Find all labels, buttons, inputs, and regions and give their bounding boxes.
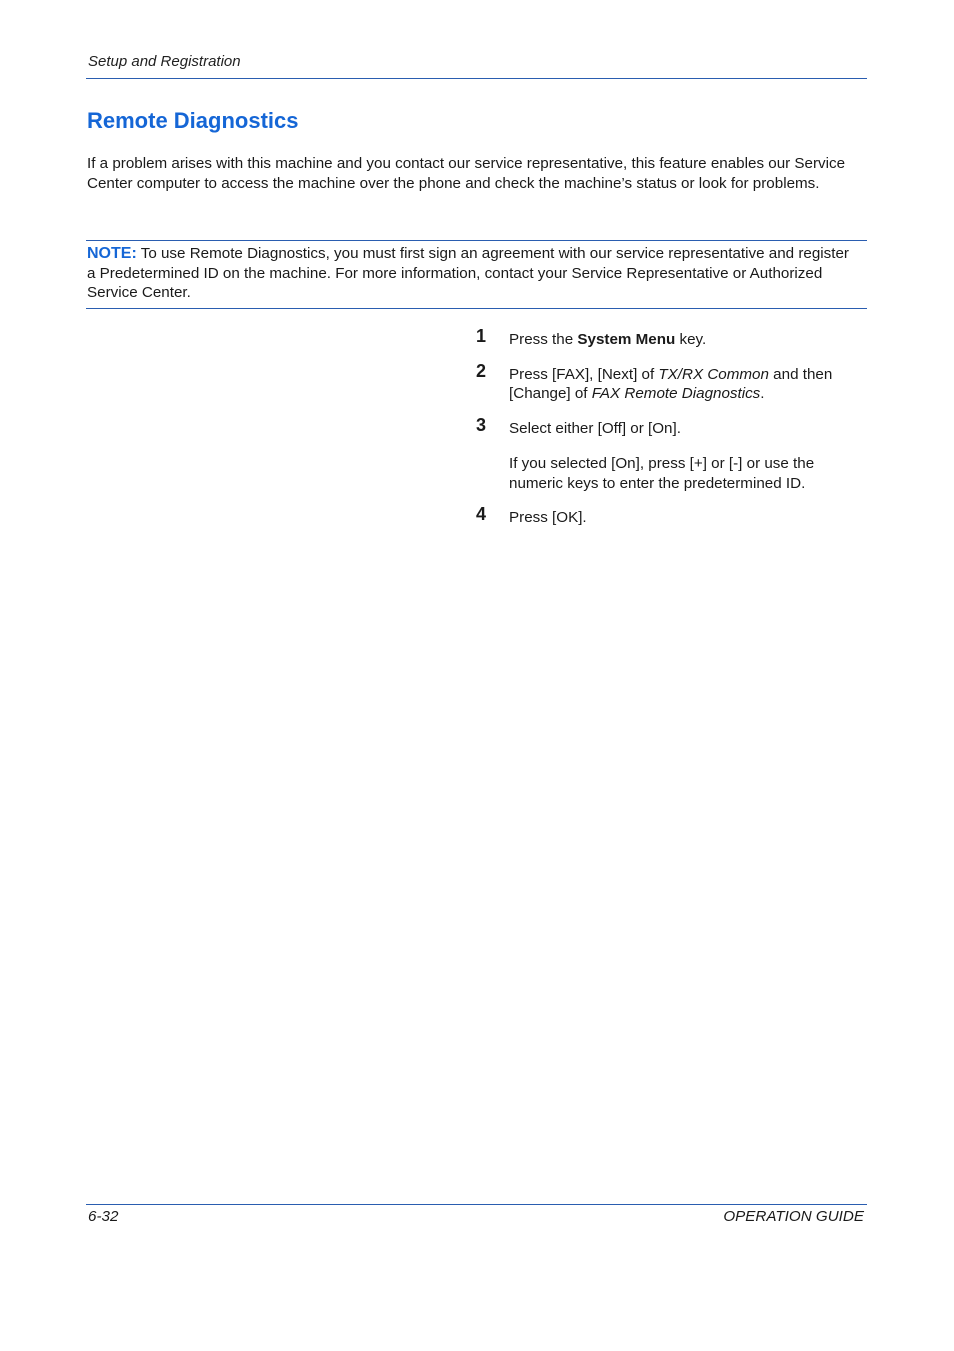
note-label: NOTE: (87, 245, 137, 262)
menu-name-tx-rx-common: TX/RX Common (658, 365, 769, 383)
step-2 (476, 360, 866, 404)
step-text: Select either [Off] or [On]. (509, 419, 681, 437)
step-text: Press [OK]. (509, 509, 587, 526)
note-box (87, 244, 857, 303)
note-bottom-divider (86, 308, 867, 309)
step-4 (476, 504, 866, 528)
step-number: 1 (476, 326, 487, 346)
step-number: 3 (476, 414, 487, 435)
running-header: Setup and Registration (88, 53, 241, 70)
procedure-steps (476, 326, 866, 543)
note-top-divider (86, 240, 867, 241)
key-name-system-menu: System Menu (577, 331, 676, 348)
intro-paragraph: If a problem arises with this machine and you contact our service representative, this feature enables our Service Center computer to access the machine over the phone and check the machine’s status or look for problems. (87, 155, 846, 192)
page-title: Remote Diagnostics (87, 108, 299, 133)
page-number: 6-32 (88, 1208, 119, 1225)
footer-divider (86, 1204, 867, 1205)
header-divider (86, 78, 867, 79)
step-number: 4 (476, 504, 487, 524)
step-3 (476, 414, 866, 494)
note-text: To use Remote Diagnostics, you must first sign an agreement with our service representative and register a Predetermined ID on the machine. For more information, contact your Service Representative or Authorized Service Center. (87, 245, 849, 301)
step-text: Press the System Menu key. (509, 331, 707, 348)
menu-name-fax-remote-diagnostics: FAX Remote Diagnostics (591, 385, 761, 402)
step-1 (476, 326, 866, 350)
guide-name: OPERATION GUIDE (723, 1208, 864, 1225)
step-number: 2 (476, 360, 487, 381)
step-text: Press [FAX], [Next] of TX/RX Common and then [Change] of FAX Remote Diagnostics. (509, 365, 833, 402)
step-subtext: If you selected [On], press [+] or [-] or use the numeric keys to enter the predetermined ID. (509, 455, 815, 492)
